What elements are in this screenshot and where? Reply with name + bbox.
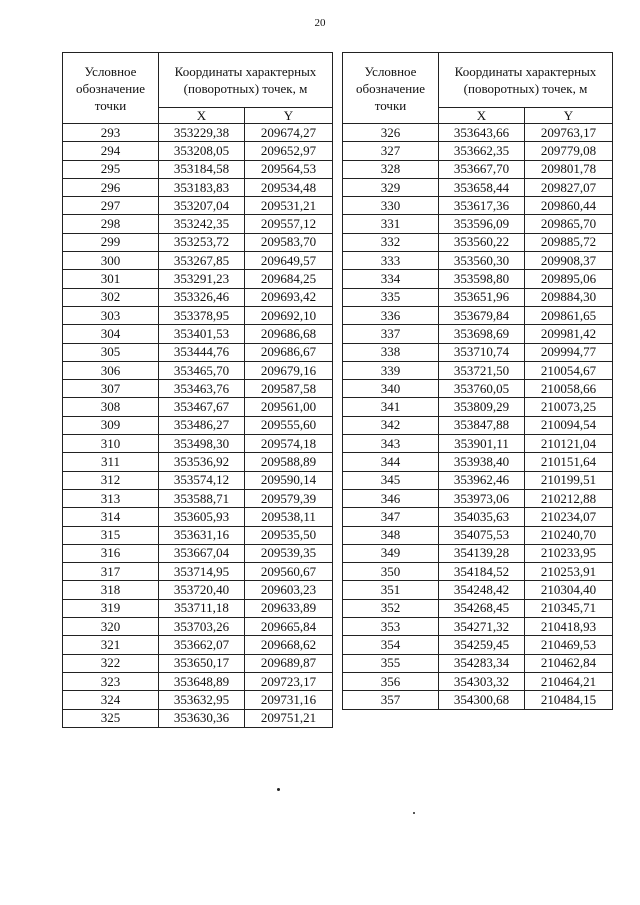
- cell-point: 332: [343, 233, 439, 251]
- table-row: [343, 672, 613, 690]
- scan-speck: [413, 812, 415, 814]
- table-row: [343, 526, 613, 544]
- cell-x: 353326,46: [159, 288, 245, 306]
- cell-y: 210304,40: [525, 581, 613, 599]
- table-row: [343, 306, 613, 324]
- cell-point: 313: [63, 489, 159, 507]
- cell-y: 210484,15: [525, 691, 613, 709]
- cell-x: 354283,34: [439, 654, 525, 672]
- cell-y: 209981,42: [525, 325, 613, 343]
- table-row: [343, 563, 613, 581]
- cell-x: 353378,95: [159, 306, 245, 324]
- table-row: [343, 142, 613, 160]
- cell-x: 353467,67: [159, 398, 245, 416]
- cell-point: 314: [63, 508, 159, 526]
- cell-x: 353962,46: [439, 471, 525, 489]
- cell-point: 330: [343, 197, 439, 215]
- header-x: X: [439, 108, 525, 124]
- cell-y: 210462,84: [525, 654, 613, 672]
- cell-y: 209583,70: [245, 233, 333, 251]
- table-row: [343, 453, 613, 471]
- cell-x: 353632,95: [159, 691, 245, 709]
- page-number: 20: [314, 17, 326, 29]
- cell-x: 353183,83: [159, 178, 245, 196]
- cell-x: 353465,70: [159, 361, 245, 379]
- cell-y: 209588,89: [245, 453, 333, 471]
- table-row: [343, 215, 613, 233]
- cell-y: 209665,84: [245, 618, 333, 636]
- cell-x: 354303,32: [439, 672, 525, 690]
- cell-x: 353662,35: [439, 142, 525, 160]
- cell-point: 339: [343, 361, 439, 379]
- table-row: [63, 398, 333, 416]
- cell-x: 353536,92: [159, 453, 245, 471]
- cell-point: 311: [63, 453, 159, 471]
- table-row: [343, 581, 613, 599]
- table-row: [63, 142, 333, 160]
- cell-x: 353498,30: [159, 435, 245, 453]
- table-row: [343, 160, 613, 178]
- header-x: X: [159, 108, 245, 124]
- table-row: [63, 636, 333, 654]
- cell-x: 353229,38: [159, 124, 245, 142]
- table-row: [63, 672, 333, 690]
- header-point-label: Условное обозначение точки: [63, 53, 159, 124]
- cell-y: 209885,72: [525, 233, 613, 251]
- cell-y: 210234,07: [525, 508, 613, 526]
- cell-x: 353401,53: [159, 325, 245, 343]
- cell-y: 209895,06: [525, 270, 613, 288]
- table-row: [343, 361, 613, 379]
- cell-x: 354300,68: [439, 691, 525, 709]
- cell-y: 209649,57: [245, 252, 333, 270]
- cell-y: 209668,62: [245, 636, 333, 654]
- cell-point: 317: [63, 563, 159, 581]
- table-row: [343, 508, 613, 526]
- cell-y: 209827,07: [525, 178, 613, 196]
- table-body-right: [343, 124, 613, 710]
- cell-x: 353679,84: [439, 306, 525, 324]
- cell-point: 296: [63, 178, 159, 196]
- header-point-label: Условное обозначение точки: [343, 53, 439, 124]
- cell-x: 354268,45: [439, 599, 525, 617]
- cell-y: 209692,10: [245, 306, 333, 324]
- cell-point: 348: [343, 526, 439, 544]
- cell-y: 209535,50: [245, 526, 333, 544]
- cell-x: 354184,52: [439, 563, 525, 581]
- cell-y: 209994,77: [525, 343, 613, 361]
- table-row: [63, 160, 333, 178]
- cell-x: 353596,09: [439, 215, 525, 233]
- cell-point: 351: [343, 581, 439, 599]
- cell-point: 312: [63, 471, 159, 489]
- cell-x: 353242,35: [159, 215, 245, 233]
- cell-y: 209801,78: [525, 160, 613, 178]
- table-row: [63, 563, 333, 581]
- table-row: [343, 178, 613, 196]
- cell-point: 344: [343, 453, 439, 471]
- cell-y: 209633,89: [245, 599, 333, 617]
- cell-x: 353207,04: [159, 197, 245, 215]
- table-row: [63, 599, 333, 617]
- table-row: [63, 270, 333, 288]
- cell-y: 209723,17: [245, 672, 333, 690]
- cell-y: 209861,65: [525, 306, 613, 324]
- table-row: [343, 270, 613, 288]
- cell-x: 353720,40: [159, 581, 245, 599]
- cell-x: 353703,26: [159, 618, 245, 636]
- table-row: [343, 124, 613, 142]
- cell-x: 353721,50: [439, 361, 525, 379]
- table-row: [343, 233, 613, 251]
- table-row: [63, 471, 333, 489]
- table-row: [343, 398, 613, 416]
- cell-y: 209751,21: [245, 709, 333, 727]
- table-row: [63, 233, 333, 251]
- table-row: [343, 380, 613, 398]
- header-y: Y: [525, 108, 613, 124]
- cell-point: 323: [63, 672, 159, 690]
- table-row: [343, 618, 613, 636]
- cell-y: 209779,08: [525, 142, 613, 160]
- cell-x: 353184,58: [159, 160, 245, 178]
- cell-x: 354271,32: [439, 618, 525, 636]
- scan-speck: [277, 788, 280, 791]
- table-row: [63, 252, 333, 270]
- table-row: [63, 544, 333, 562]
- cell-point: 335: [343, 288, 439, 306]
- cell-y: 209561,00: [245, 398, 333, 416]
- cell-y: 209587,58: [245, 380, 333, 398]
- cell-point: 329: [343, 178, 439, 196]
- table-row: [343, 197, 613, 215]
- cell-point: 340: [343, 380, 439, 398]
- cell-point: 303: [63, 306, 159, 324]
- cell-point: 305: [63, 343, 159, 361]
- cell-y: 210464,21: [525, 672, 613, 690]
- cell-y: 210212,88: [525, 489, 613, 507]
- cell-y: 209689,87: [245, 654, 333, 672]
- cell-x: 353598,80: [439, 270, 525, 288]
- cell-x: 353648,89: [159, 672, 245, 690]
- cell-point: 349: [343, 544, 439, 562]
- cell-x: 353560,22: [439, 233, 525, 251]
- cell-y: 209674,27: [245, 124, 333, 142]
- cell-y: 209534,48: [245, 178, 333, 196]
- cell-point: 341: [343, 398, 439, 416]
- cell-x: 353630,36: [159, 709, 245, 727]
- cell-x: 354035,63: [439, 508, 525, 526]
- header-y: Y: [245, 108, 333, 124]
- table-row: [343, 691, 613, 709]
- cell-point: 338: [343, 343, 439, 361]
- cell-point: 298: [63, 215, 159, 233]
- cell-y: 209686,68: [245, 325, 333, 343]
- cell-point: 333: [343, 252, 439, 270]
- cell-y: 209860,44: [525, 197, 613, 215]
- cell-point: 337: [343, 325, 439, 343]
- cell-point: 324: [63, 691, 159, 709]
- cell-x: 353208,05: [159, 142, 245, 160]
- cell-x: 353667,70: [439, 160, 525, 178]
- table-row: [343, 325, 613, 343]
- cell-y: 210240,70: [525, 526, 613, 544]
- coordinates-table-right: [342, 52, 613, 710]
- cell-point: 321: [63, 636, 159, 654]
- cell-point: 336: [343, 306, 439, 324]
- cell-x: 353847,88: [439, 416, 525, 434]
- cell-x: 353760,05: [439, 380, 525, 398]
- cell-x: 353698,69: [439, 325, 525, 343]
- cell-point: 301: [63, 270, 159, 288]
- cell-point: 356: [343, 672, 439, 690]
- cell-y: 210094,54: [525, 416, 613, 434]
- table-row: [343, 252, 613, 270]
- cell-x: 353643,66: [439, 124, 525, 142]
- table-row: [63, 343, 333, 361]
- cell-point: 293: [63, 124, 159, 142]
- cell-y: 209731,16: [245, 691, 333, 709]
- cell-x: 353973,06: [439, 489, 525, 507]
- cell-point: 357: [343, 691, 439, 709]
- cell-point: 355: [343, 654, 439, 672]
- cell-x: 353486,27: [159, 416, 245, 434]
- cell-y: 210199,51: [525, 471, 613, 489]
- table-row: [63, 361, 333, 379]
- cell-point: 294: [63, 142, 159, 160]
- cell-x: 353938,40: [439, 453, 525, 471]
- table-row: [63, 489, 333, 507]
- cell-point: 309: [63, 416, 159, 434]
- cell-point: 302: [63, 288, 159, 306]
- table-row: [343, 654, 613, 672]
- table-row: [343, 544, 613, 562]
- cell-point: 310: [63, 435, 159, 453]
- table-row: [63, 197, 333, 215]
- cell-x: 353662,07: [159, 636, 245, 654]
- cell-y: 210469,53: [525, 636, 613, 654]
- cell-y: 209560,67: [245, 563, 333, 581]
- cell-point: 352: [343, 599, 439, 617]
- cell-point: 322: [63, 654, 159, 672]
- cell-x: 353901,11: [439, 435, 525, 453]
- cell-point: 334: [343, 270, 439, 288]
- cell-y: 209574,18: [245, 435, 333, 453]
- cell-point: 319: [63, 599, 159, 617]
- cell-y: 209686,67: [245, 343, 333, 361]
- table-row: [63, 581, 333, 599]
- cell-y: 209603,23: [245, 581, 333, 599]
- cell-y: 209693,42: [245, 288, 333, 306]
- cell-y: 209538,11: [245, 508, 333, 526]
- table-row: [63, 453, 333, 471]
- cell-x: 353710,74: [439, 343, 525, 361]
- cell-x: 354075,53: [439, 526, 525, 544]
- cell-y: 209555,60: [245, 416, 333, 434]
- table-row: [343, 435, 613, 453]
- cell-x: 353631,16: [159, 526, 245, 544]
- cell-point: 328: [343, 160, 439, 178]
- cell-point: 343: [343, 435, 439, 453]
- cell-y: 210233,95: [525, 544, 613, 562]
- cell-x: 353651,96: [439, 288, 525, 306]
- table-row: [63, 691, 333, 709]
- cell-x: 353560,30: [439, 252, 525, 270]
- cell-x: 353253,72: [159, 233, 245, 251]
- header-coordinates: Координаты характерных (поворотных) точек, м: [439, 53, 613, 108]
- cell-x: 353711,18: [159, 599, 245, 617]
- cell-point: 331: [343, 215, 439, 233]
- cell-point: 354: [343, 636, 439, 654]
- table-row: [63, 325, 333, 343]
- table-row: [63, 654, 333, 672]
- table-row: [63, 380, 333, 398]
- table-row: [63, 526, 333, 544]
- cell-y: 210121,04: [525, 435, 613, 453]
- cell-x: 353463,76: [159, 380, 245, 398]
- cell-x: 353605,93: [159, 508, 245, 526]
- cell-y: 209684,25: [245, 270, 333, 288]
- cell-point: 345: [343, 471, 439, 489]
- cell-x: 353444,76: [159, 343, 245, 361]
- cell-point: 306: [63, 361, 159, 379]
- header-coordinates: Координаты характерных (поворотных) точек, м: [159, 53, 333, 108]
- cell-y: 209579,39: [245, 489, 333, 507]
- cell-point: 347: [343, 508, 439, 526]
- cell-y: 210418,93: [525, 618, 613, 636]
- cell-point: 318: [63, 581, 159, 599]
- cell-point: 307: [63, 380, 159, 398]
- table-row: [63, 508, 333, 526]
- table-row: [63, 288, 333, 306]
- table-row: [343, 416, 613, 434]
- cell-y: 210058,66: [525, 380, 613, 398]
- table-row: [63, 178, 333, 196]
- table-row: [63, 709, 333, 727]
- cell-point: 308: [63, 398, 159, 416]
- table-row: [343, 288, 613, 306]
- table-row: [63, 306, 333, 324]
- cell-y: 209557,12: [245, 215, 333, 233]
- cell-y: 209884,30: [525, 288, 613, 306]
- table-row: [63, 124, 333, 142]
- cell-y: 209564,53: [245, 160, 333, 178]
- cell-point: 346: [343, 489, 439, 507]
- cell-y: 210151,64: [525, 453, 613, 471]
- cell-x: 353291,23: [159, 270, 245, 288]
- cell-y: 209652,97: [245, 142, 333, 160]
- cell-x: 353667,04: [159, 544, 245, 562]
- cell-point: 325: [63, 709, 159, 727]
- table-row: [63, 435, 333, 453]
- table-row: [343, 471, 613, 489]
- cell-y: 210253,91: [525, 563, 613, 581]
- cell-y: 209590,14: [245, 471, 333, 489]
- cell-point: 327: [343, 142, 439, 160]
- cell-x: 354248,42: [439, 581, 525, 599]
- table-row: [343, 489, 613, 507]
- cell-x: 354259,45: [439, 636, 525, 654]
- cell-point: 342: [343, 416, 439, 434]
- cell-point: 304: [63, 325, 159, 343]
- cell-y: 209531,21: [245, 197, 333, 215]
- cell-y: 210054,67: [525, 361, 613, 379]
- cell-x: 354139,28: [439, 544, 525, 562]
- table-row: [63, 215, 333, 233]
- cell-y: 209679,16: [245, 361, 333, 379]
- cell-y: 209539,35: [245, 544, 333, 562]
- cell-point: 295: [63, 160, 159, 178]
- cell-y: 209763,17: [525, 124, 613, 142]
- cell-x: 353617,36: [439, 197, 525, 215]
- cell-y: 210073,25: [525, 398, 613, 416]
- table-row: [343, 636, 613, 654]
- table-row: [63, 618, 333, 636]
- cell-x: 353714,95: [159, 563, 245, 581]
- cell-point: 353: [343, 618, 439, 636]
- table-row: [343, 343, 613, 361]
- cell-point: 316: [63, 544, 159, 562]
- cell-point: 350: [343, 563, 439, 581]
- cell-point: 299: [63, 233, 159, 251]
- table-row: [63, 416, 333, 434]
- cell-y: 209908,37: [525, 252, 613, 270]
- cell-x: 353267,85: [159, 252, 245, 270]
- cell-point: 320: [63, 618, 159, 636]
- table-row: [343, 599, 613, 617]
- cell-point: 326: [343, 124, 439, 142]
- cell-y: 209865,70: [525, 215, 613, 233]
- cell-point: 315: [63, 526, 159, 544]
- cell-x: 353809,29: [439, 398, 525, 416]
- table-body-left: [63, 124, 333, 728]
- cell-x: 353658,44: [439, 178, 525, 196]
- cell-x: 353574,12: [159, 471, 245, 489]
- cell-point: 300: [63, 252, 159, 270]
- coordinates-table-left: [62, 52, 333, 728]
- cell-x: 353650,17: [159, 654, 245, 672]
- cell-point: 297: [63, 197, 159, 215]
- cell-y: 210345,71: [525, 599, 613, 617]
- cell-x: 353588,71: [159, 489, 245, 507]
